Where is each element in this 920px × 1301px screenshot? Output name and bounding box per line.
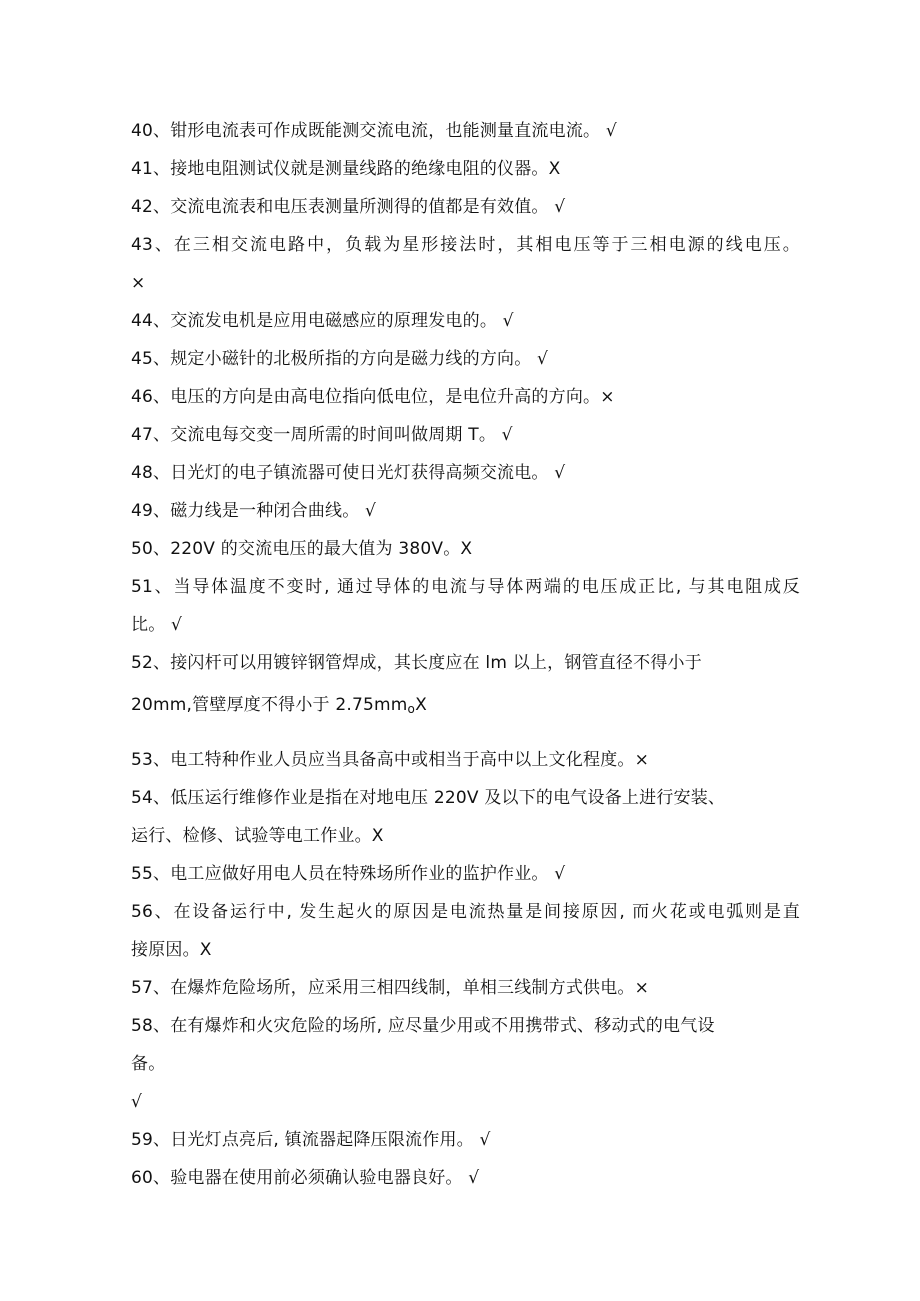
item-43-answer: × <box>131 273 146 293</box>
item-54: 54、低压运行维修作业是指在对地电压 220V 及以下的电气设备上进行安装、 <box>131 788 726 808</box>
item-53: 53、电工特种作业人员应当具备高中或相当于高中以上文化程度。× <box>131 750 650 770</box>
item-60: 60、验电器在使用前必须确认验电器良好。 √ <box>131 1168 480 1188</box>
item-41: 41、接地电阻测试仪就是测量线路的绝缘电阻的仪器。X <box>131 159 561 179</box>
item-52-continued <box>131 693 800 721</box>
item-52: 52、接闪杆可以用镀锌钢管焊成，其长度应在 lm 以上，钢管直径不得小于 <box>131 653 702 673</box>
item-48: 48、日光灯的电子镇流器可使日光灯获得高频交流电。 √ <box>131 463 566 483</box>
item-47: 47、交流电每交变一周所需的时间叫做周期 T。 √ <box>131 425 513 445</box>
item-40: 40、钳形电流表可作成既能测交流电流，也能测量直流电流。 √ <box>131 121 617 141</box>
item-59: 59、日光灯点亮后, 镇流器起降压限流作用。 √ <box>131 1130 491 1150</box>
item-58-answer: √ <box>131 1092 143 1112</box>
item-46: 46、电压的方向是由高电位指向低电位，是电位升高的方向。× <box>131 387 615 407</box>
item-49: 49、磁力线是一种闭合曲线。 √ <box>131 501 377 521</box>
item-43: 43、在三相交流电路中，负载为星形接法时，其相电压等于三相电源的线电压。 <box>131 235 800 255</box>
item-56-continued: 接原因。X <box>131 940 212 960</box>
item-52-subscript: o <box>407 702 416 716</box>
item-54-continued: 运行、检修、试验等电工作业。X <box>131 826 384 846</box>
item-42: 42、交流电流表和电压表测量所测得的值都是有效值。 √ <box>131 197 566 217</box>
item-58-continued: 备。 <box>131 1054 166 1074</box>
item-44: 44、交流发电机是应用电磁感应的原理发电的。 √ <box>131 311 514 331</box>
item-50: 50、220V 的交流电压的最大值为 380V。X <box>131 539 473 559</box>
item-55: 55、电工应做好用电人员在特殊场所作业的监护作业。 √ <box>131 864 566 884</box>
item-45: 45、规定小磁针的北极所指的方向是磁力线的方向。 √ <box>131 349 549 369</box>
item-51: 51、当导体温度不变时, 通过导体的电流与导体两端的电压成正比, 与其电阻成反 <box>131 577 800 597</box>
item-52-answer: X <box>415 695 427 715</box>
item-57: 57、在爆炸危险场所，应采用三相四线制，单相三线制方式供电。× <box>131 978 650 998</box>
item-58: 58、在有爆炸和火灾危险的场所, 应尽量少用或不用携带式、移动式的电气设 <box>131 1016 715 1036</box>
item-51-continued: 比。 √ <box>131 615 183 635</box>
item-52-continued-text: 20mm,管壁厚度不得小于 2.75mm <box>131 695 408 715</box>
item-56: 56、在设备运行中, 发生起火的原因是电流热量是间接原因, 而火花或电弧则是直 <box>131 902 800 922</box>
